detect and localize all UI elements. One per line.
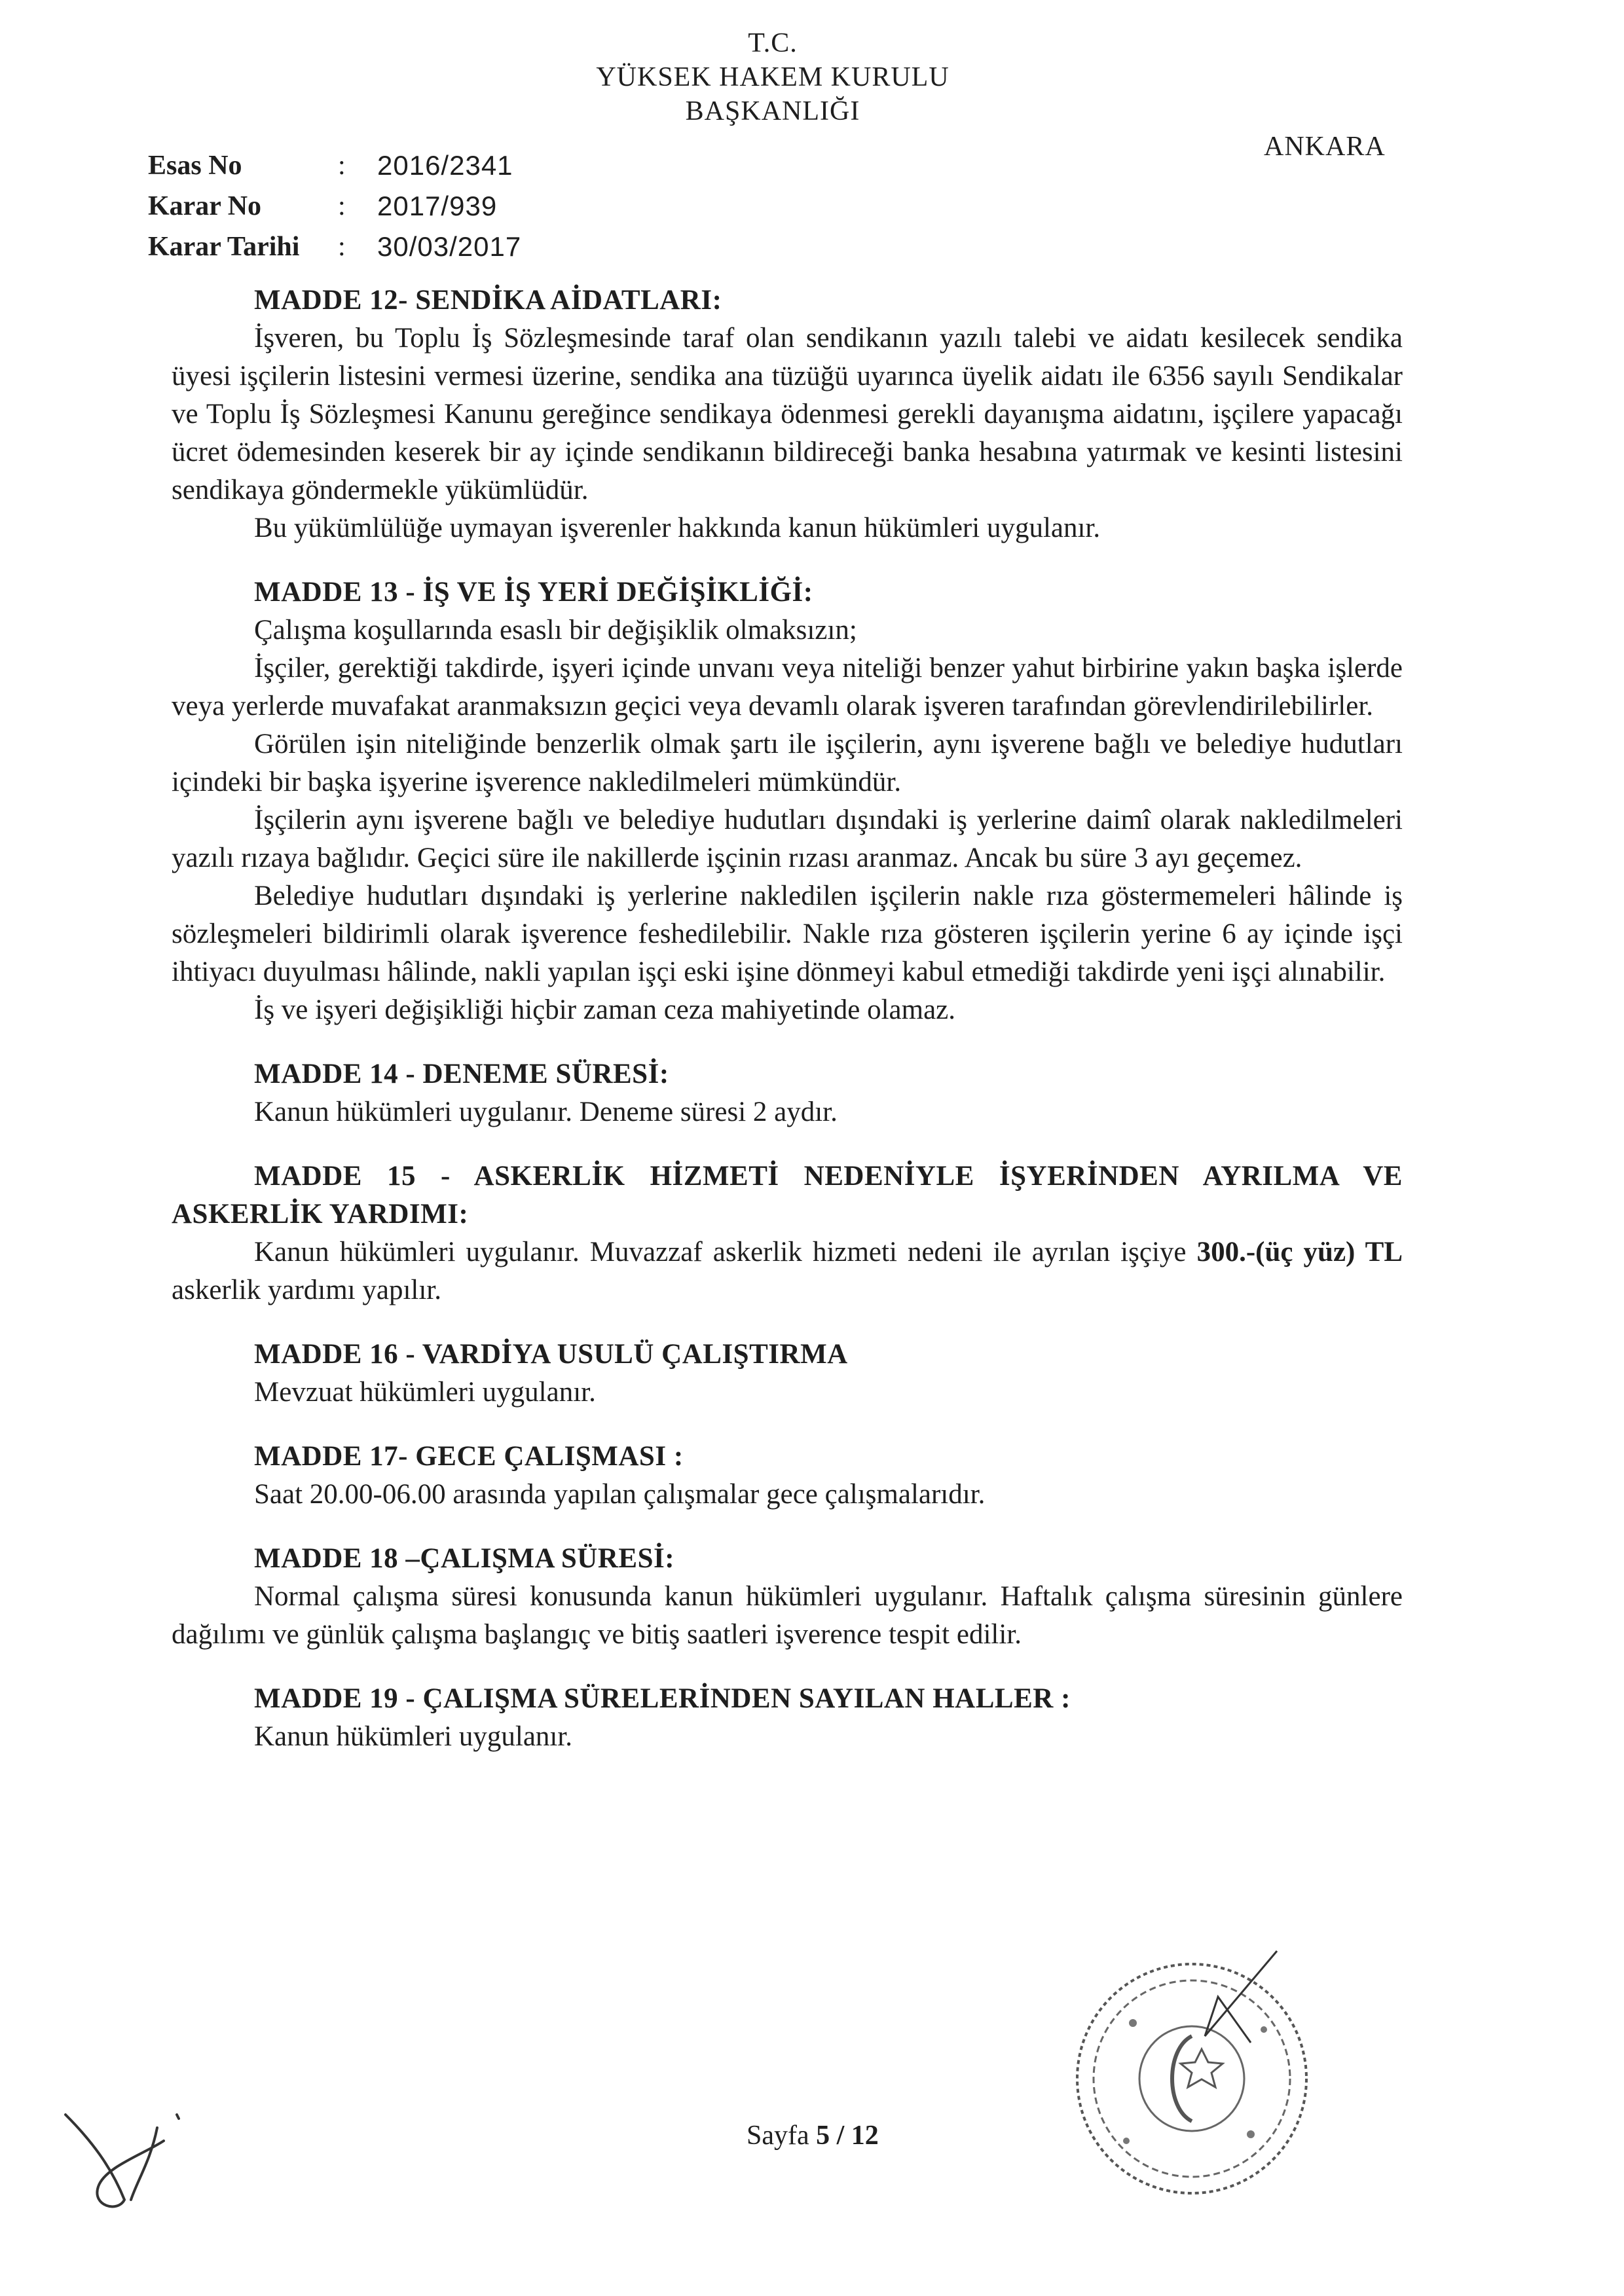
meta-colon: : xyxy=(338,232,346,262)
article-paragraph: Çalışma koşullarında esaslı bir değişiklik olmaksızın; xyxy=(254,615,857,646)
article-15 xyxy=(172,1157,1403,1309)
article-16 xyxy=(172,1336,1403,1412)
article-paragraph: İş ve işyeri değişikliği hiçbir zaman ceza mahiyetinde olamaz. xyxy=(254,994,956,1025)
article-title: MADDE 13 - İŞ VE İŞ YERİ DEĞİŞİKLİĞİ: xyxy=(254,577,813,608)
article-title: MADDE 15 - ASKERLİK HİZMETİ NEDENİYLE İŞYERİNDEN AYRILMA VE ASKERLİK YARDIMI: xyxy=(172,1161,1403,1230)
article-13 xyxy=(172,574,1403,1029)
page-count: 5 / 12 xyxy=(816,2121,879,2151)
article-paragraph: Mevzuat hükümleri uygulanır. xyxy=(254,1377,596,1408)
article-paragraph: Kanun hükümleri uygulanır. Deneme süresi 2 aydır. xyxy=(254,1097,838,1127)
meta-value: 2016/2341 xyxy=(377,150,513,181)
article-12 xyxy=(172,282,1403,547)
article-paragraph: Normal çalışma süresi konusunda kanun hükümleri uygulanır. Haftalık çalışma süresinin günlere dağılımı ve günlük çalışma başlangıç ve bitiş saatleri işverence tespit edilir. xyxy=(172,1581,1403,1650)
article-title: MADDE 14 - DENEME SÜRESİ: xyxy=(254,1059,669,1089)
meta-key: Esas No xyxy=(148,151,242,181)
article-19 xyxy=(172,1680,1403,1756)
article-title: MADDE 17- GECE ÇALIŞMASI : xyxy=(254,1441,684,1472)
article-title: MADDE 16 - VARDİYA USULÜ ÇALIŞTIRMA xyxy=(254,1339,848,1370)
article-paragraph: Kanun hükümleri uygulanır. xyxy=(254,1721,573,1752)
header-line-presidency: BAŞKANLIĞI xyxy=(685,96,860,126)
page-number xyxy=(747,2120,879,2151)
meta-colon: : xyxy=(338,191,346,221)
article-14 xyxy=(172,1055,1403,1131)
article-17 xyxy=(172,1438,1403,1514)
article-paragraph: Görülen işin niteliğinde benzerlik olmak şartı ile işçilerin, aynı işverene bağlı ve belediye hudutları içindeki bir başka işyerine işverence nakledilmeleri mümkündür. xyxy=(172,729,1403,797)
article-paragraph: İşçilerin aynı işverene bağlı ve belediye hudutları dışındaki iş yerlerine daimî olarak nakledilmeleri yazılı rızaya bağlıdır. Geçici süre ile nakillerde işçinin rızası aranmaz. Ancak bu süre 3 ayı geçemez. xyxy=(172,805,1403,873)
article-paragraph: Belediye hudutları dışındaki iş yerlerine nakledilen işçilerin nakle rıza göstermemeleri hâlinde iş sözleşmeleri bildirimli olarak işverence feshedilebilir. Nakle rıza gösteren işçilerin yerine 6 ay içinde işçi ihtiyacı duyulması hâlinde, nakli yapılan işçi eski işine dönmeyi kabul etmediği takdirde yeni işçi alınabilir. xyxy=(172,881,1403,987)
page-label: Sayfa xyxy=(747,2121,817,2151)
article-title: MADDE 18 –ÇALIŞMA SÜRESİ: xyxy=(254,1543,675,1574)
official-seal-stamp xyxy=(1054,1938,1329,2213)
meta-colon: : xyxy=(338,151,346,181)
header-line-tc: T.C. xyxy=(748,28,798,58)
meta-value: 2017/939 xyxy=(377,191,498,221)
article-paragraph xyxy=(172,1233,1403,1309)
handwritten-signature xyxy=(52,2102,190,2213)
article-title: MADDE 12- SENDİKA AİDATLARI: xyxy=(254,285,722,316)
header-line-institution: YÜKSEK HAKEM KURULU xyxy=(596,62,950,92)
meta-row-karar xyxy=(148,186,521,227)
case-metadata xyxy=(148,145,521,267)
meta-key: Karar Tarihi xyxy=(148,232,300,262)
paragraph-text: Kanun hükümleri uygulanır. Muvazzaf askerlik hizmeti nedeni ile ayrılan işçiye xyxy=(254,1237,1197,1267)
meta-row-esas xyxy=(148,145,521,186)
paragraph-text: askerlik yardımı yapılır. xyxy=(172,1275,441,1305)
meta-row-tarih xyxy=(148,227,521,267)
article-paragraph: İşveren, bu Toplu İş Sözleşmesinde taraf olan sendikanın yazılı talebi ve aidatı kesilecek sendika üyesi işçilerin listesini vermesi üzerine, sendika ana tüzüğü uyarınca üyelik aidatı ile 6356 sayılı Sendikalar ve Toplu İş Sözleşmesi Kanunu gereğince sendikaya ödenmesi gerekli dayanışma aidatını, işçilere yapacağı ücret ödemesinden keserek bir ay içinde sendikanın bildireceği banka hesabına yatırmak ve kesinti listesini sendikaya göndermekle yükümlüdür. xyxy=(172,323,1403,505)
article-18 xyxy=(172,1540,1403,1654)
military-aid-amount: 300.-(üç yüz) TL xyxy=(1196,1237,1403,1267)
meta-key: Karar No xyxy=(148,191,262,221)
article-paragraph: İşçiler, gerektiği takdirde, işyeri içinde unvanı veya niteliği benzer yahut birbirine yakın başka işlerde veya yerlerde muvafakat aranmaksızın geçici veya devamlı olarak işveren tarafından görevlendirilebilirler. xyxy=(172,653,1403,721)
header-city: ANKARA xyxy=(1264,132,1386,162)
meta-value: 30/03/2017 xyxy=(377,231,522,262)
article-paragraph: Saat 20.00-06.00 arasında yapılan çalışmalar gece çalışmalarıdır. xyxy=(254,1479,986,1510)
institution-header xyxy=(563,26,982,128)
document-body xyxy=(172,282,1403,1782)
article-paragraph: Bu yükümlülüğe uymayan işverenler hakkında kanun hükümleri uygulanır. xyxy=(254,513,1101,543)
article-title: MADDE 19 - ÇALIŞMA SÜRELERİNDEN SAYILAN HALLER : xyxy=(254,1683,1071,1714)
